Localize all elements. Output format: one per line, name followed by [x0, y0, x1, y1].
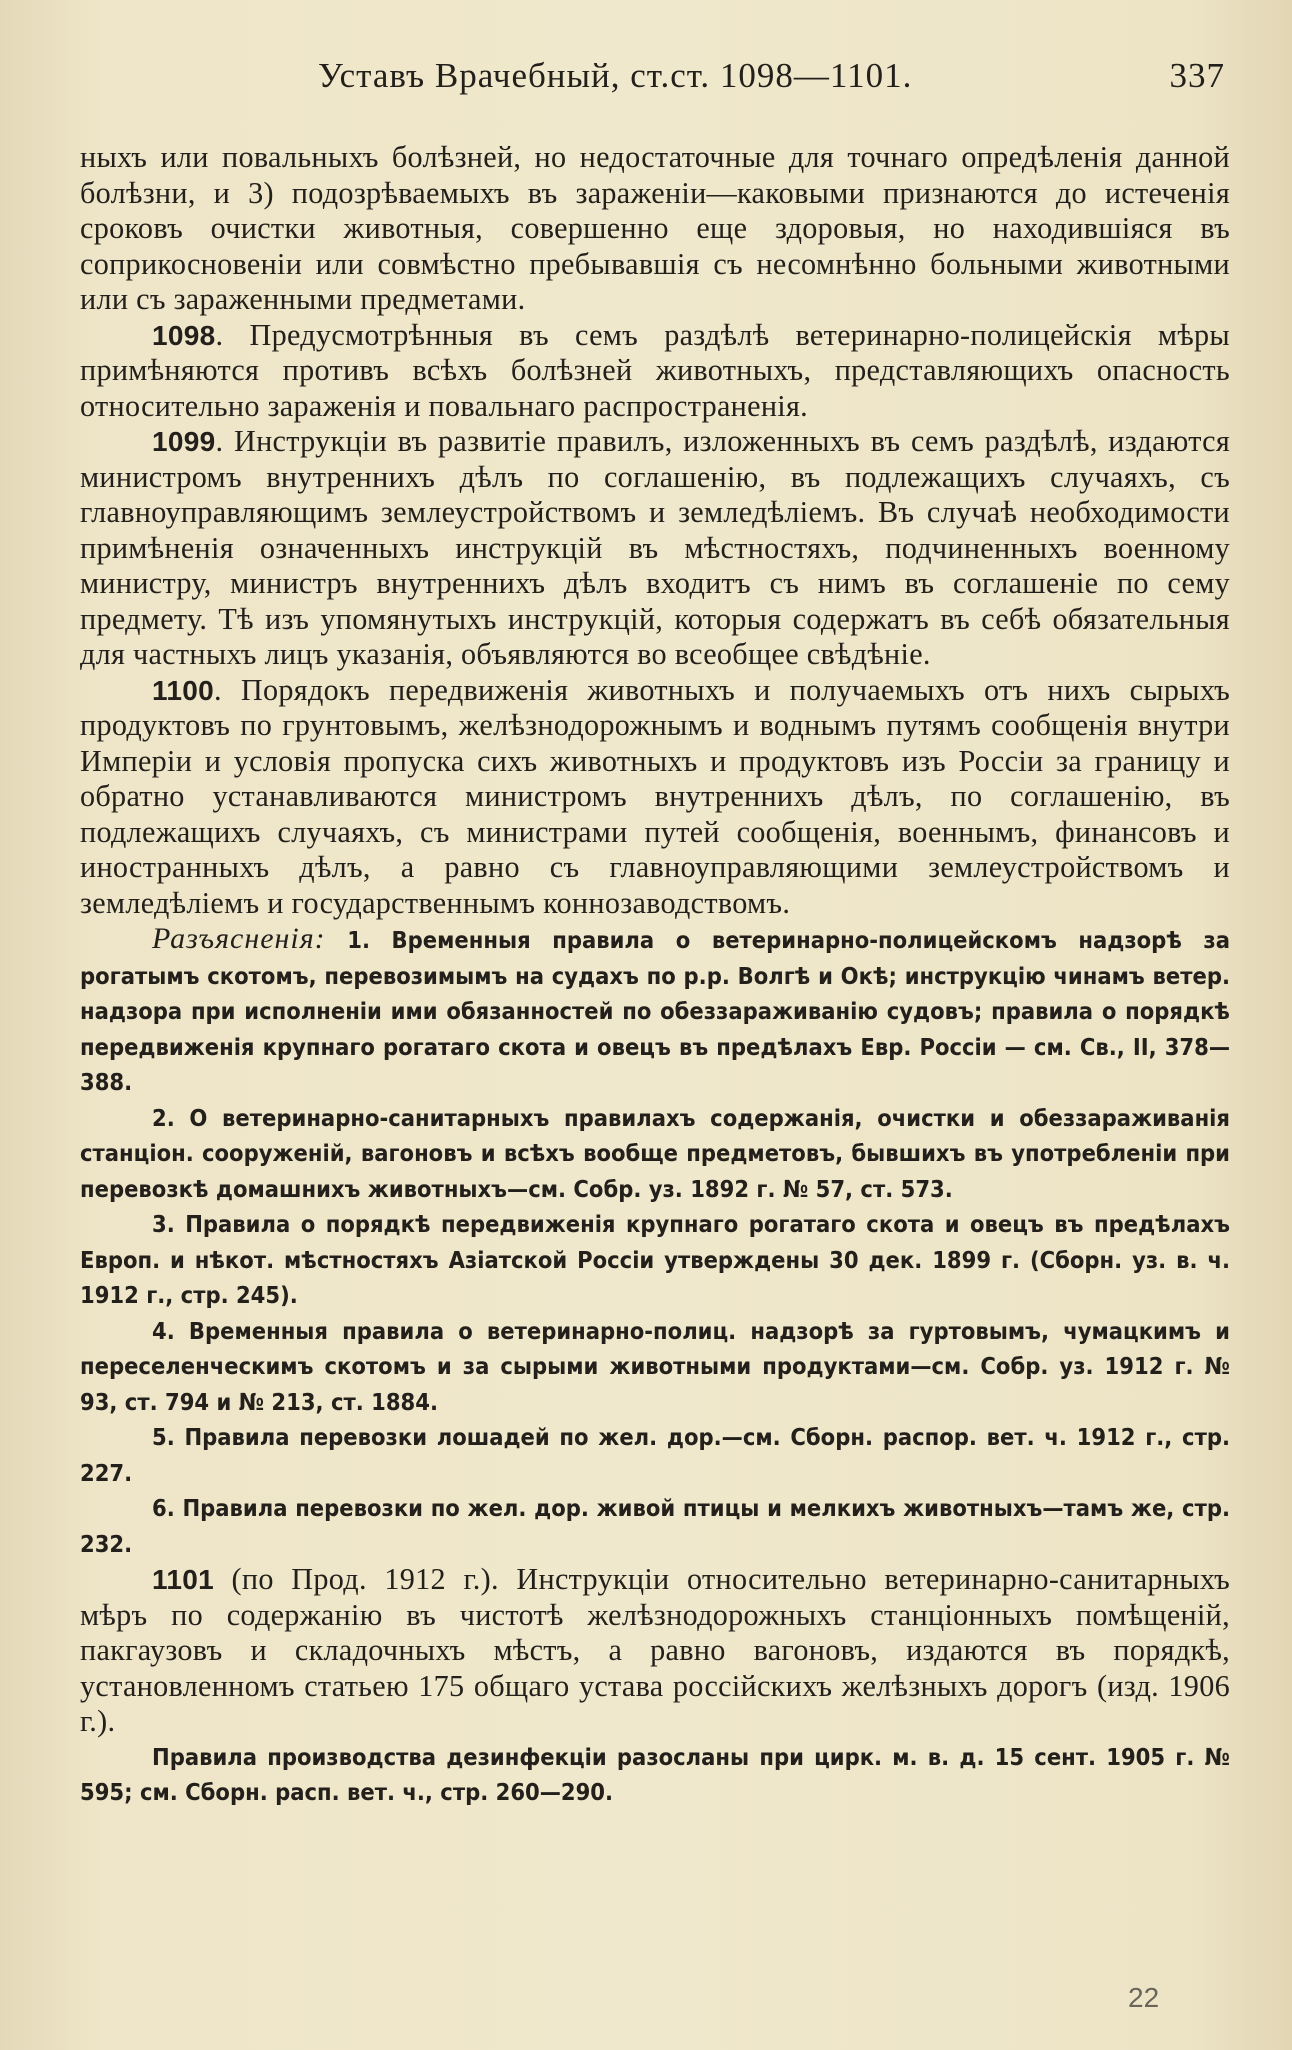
explanations-label: Разъясненія: [152, 922, 326, 955]
note-4: 4. Временныя правила о ветеринарно-полиц. надзорѣ за гуртовымъ, чумацкимъ и переселенческимъ скотомъ и за сырыми животными продуктами—см. Собр. уз. 1912 г. № 93, ст. 794 и № 213, ст. 1884. [80, 1316, 1230, 1416]
note-6: 6. Правила перевозки по жел. дор. живой птицы и мелкихъ животныхъ—тамъ же, стр. 232. [80, 1494, 1230, 1558]
header-title: Уставъ Врачебный, ст.ст. 1098—1101. [318, 56, 913, 95]
note-text: 1. Временныя правила о ветеринарно-полицейскомъ надзорѣ за рогатымъ скотомъ, перевозимымъ на судахъ по р.р. Волгѣ и Окѣ; инструкцію чинамъ ветер. надзора при исполненіи ими обязанностей по обеззараживанію судовъ; правила о порядкѣ передвиженія крупнаго рогатаго скота и овецъ въ предѣлахъ Евр. Россіи — см. Св., II, 378—388. [80, 926, 1230, 1096]
page-number: 337 [1169, 56, 1225, 95]
note-5: 5. Правила перевозки лошадей по жел. дор.—см. Сборн. распор. вет. ч. 1912 г., стр. 227. [80, 1423, 1230, 1487]
continuation-paragraph: ныхъ или повальныхъ болѣзней, но недостаточные для точнаго опредѣленія данной болѣзни, и 3) подозрѣваемыхъ въ зараженіи—каковыми признаются до истеченія сроковъ очистки животныя, совершенно еще здоровыя, но находившіяся въ соприкосновеніи или совмѣстно пребывавшія съ несомнѣнно больными животными или съ зараженными предметами. [80, 140, 1230, 316]
article-number: 1100 [152, 674, 214, 706]
main-text [80, 140, 1230, 1811]
note-3: 3. Правила о порядкѣ передвиженія крупнаго рогатаго скота и овецъ въ предѣлахъ Европ. и нѣкот. мѣстностяхъ Азіатской Россіи утверждены 30 дек. 1899 г. (Сборн. уз. в. ч. 1912 г., стр. 245). [80, 1210, 1230, 1309]
note-2: 2. О ветеринарно-санитарныхъ правилахъ содержанія, очистки и обеззараживанія станціон. сооруженій, вагоновъ и всѣхъ вообще предметовъ, бывшихъ въ употребленіи при перевозкѣ домашнихъ животныхъ—см. Собр. уз. 1892 г. № 57, ст. 573. [80, 1103, 1230, 1203]
final-note: Правила производства дезинфекціи разосланы при цирк. м. в. д. 15 сент. 1905 г. № 595; см. Сборн. расп. вет. ч., стр. 260—290. [80, 1742, 1230, 1806]
article-number: 1098 [152, 319, 216, 351]
article-1100 [80, 673, 1230, 922]
article-text: . Порядокъ передвиженія животныхъ и получаемыхъ отъ нихъ сырыхъ продуктовъ по грунтовымъ, желѣзнодорожнымъ и воднымъ путямъ сообщенія внутри Имперіи и условія пропуска сихъ животныхъ и продуктовъ изъ Россіи за границу и обратно устанавливаются министромъ внутреннихъ дѣлъ, по соглашенію, въ подлежащихъ случаяхъ, съ министрами путей сообщенія, военнымъ, финансовъ и иностранныхъ дѣлъ, а равно съ главноуправляющими землеустройствомъ и земледѣліемъ и государственнымъ коннозаводствомъ. [80, 672, 1230, 920]
article-text: . Предусмотрѣнныя въ семъ раздѣлѣ ветеринарно-полицейскія мѣры примѣняются противъ всѣхъ болѣзней животныхъ, представляющихъ опасность относительно зараженія и повальнаго распространенія. [80, 317, 1230, 423]
note-1 [80, 921, 1230, 1101]
article-1101 [80, 1562, 1230, 1740]
signature-mark: 22 [1128, 1982, 1160, 2013]
article-text: . Инструкціи въ развитіе правилъ, изложенныхъ въ семъ раздѣлѣ, издаются министромъ внутреннихъ дѣлъ по соглашенію, въ подлежащихъ случаяхъ, съ главноуправляющимъ землеустройствомъ и земледѣліемъ. Въ случаѣ необходимости примѣненія означенныхъ инструкцій въ мѣстностяхъ, подчиненныхъ военному министру, министръ внутреннихъ дѣлъ входитъ съ нимъ въ соглашеніе по сему предмету. Тѣ изъ упомянутыхъ инструкцій, которыя содержатъ въ себѣ обязательныя для частныхъ лицъ указанія, объявляются во всеобщее свѣдѣніе. [80, 424, 1230, 671]
final-note-block [80, 1740, 1230, 1811]
article-text: (по Прод. 1912 г.). Инструкціи относительно ветеринарно-санитарныхъ мѣръ по содержанію въ чистотѣ желѣзнодорожныхъ станціонныхъ помѣщеній, пакгаузовъ и складочныхъ мѣстъ, а равно вагоновъ, издаются въ порядкѣ, установленномъ статьею 175 общаго устава россійскихъ желѣзныхъ дорогъ (изд. 1906 г.). [80, 1562, 1230, 1738]
article-number: 1101 [152, 1564, 214, 1595]
explanations-block [80, 921, 1230, 1562]
article-1099 [80, 424, 1230, 673]
running-header [80, 56, 1225, 106]
article-1098 [80, 318, 1230, 425]
article-number: 1099 [152, 426, 216, 457]
